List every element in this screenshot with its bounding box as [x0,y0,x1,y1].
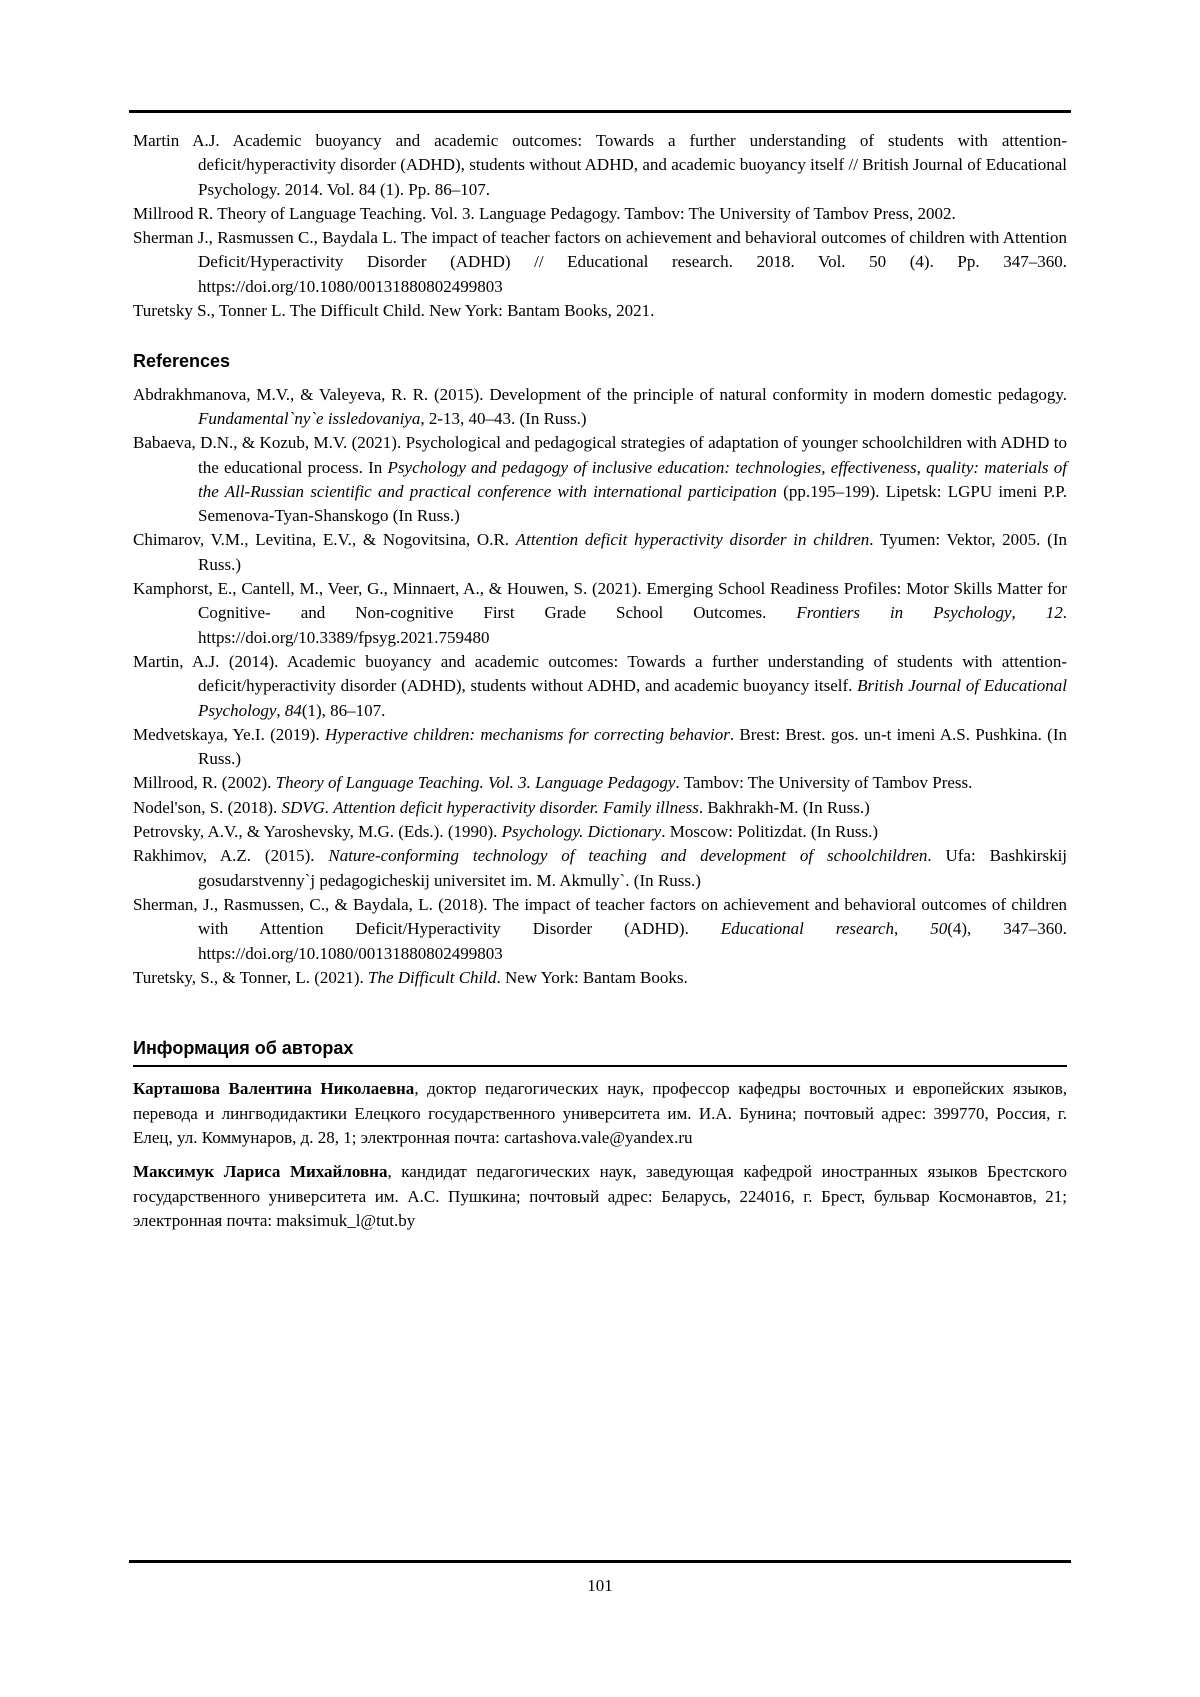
reference-item: Millrood, R. (2002). Theory of Language Teaching. Vol. 3. Language Pedagogy. Tambov: The University of Tambov Press. [133,773,973,793]
author-paragraph: Карташова Валентина Николаевна, доктор педагогических наук, профессор кафедры восточных и европейских языков, перевода и лингводидактики Елецкого государственного университета им. И.А. Бунина; почтовый адрес: 399770, Россия, г. Елец, ул. Коммунаров, д. 28, 1; электронная почта: cartashova.vale@yandex.ru [133,1079,1067,1147]
header-rule [129,110,1071,113]
reference-item: Rakhimov, A.Z. (2015). Nature-conforming technology of teaching and development of schoolchildren. Ufa: Bashkirskij gosudarstvenny`j pedagogicheskij universitet im. M. Akmully`. (In Russ.) [133,846,1068,890]
reference-item: Turetsky, S., & Tonner, L. (2021). The Difficult Child. New York: Bantam Books. [133,967,688,987]
page-number: 101 [587,1576,613,1595]
bibliography-item: Turetsky S., Tonner L. The Difficult Child. New York: Bantam Books, 2021. [133,301,655,321]
bibliography-list [133,129,1067,323]
reference-item: Kamphorst, E., Cantell, M., Veer, G., Minnaert, A., & Houwen, S. (2021). Emerging School Readiness Profiles: Motor Skills Matter for Cognitive- and Non-cognitive First Grade School Outcomes. Frontiers in Psychology, 12. https://doi.org/10.3389/fpsyg.2021.759480 [133,579,1067,647]
authors-info-section [133,1077,1067,1233]
reference-item: Medvetskaya, Ye.I. (2019). Hyperactive children: mechanisms for correcting behavior. Brest: Brest. gos. un-t imeni A.S. Pushkina. (In Russ.) [133,724,1067,769]
reference-item: Sherman, J., Rasmussen, C., & Baydala, L. (2018). The impact of teacher factors on achievement and behavioral outcomes of children with Attention Deficit/Hyperactivity Disorder (ADHD). Educational research, 50(4), 347–360. https://doi.org/10.1080/00131880802499803 [133,894,1067,963]
authors-info-heading: Информация об авторах [133,1038,354,1059]
bibliography-item: Martin A.J. Academic buoyancy and academic outcomes: Towards a further understanding of students with attention- deficit/hyperactivity disorder (ADHD), students without ADHD, and academic buoyancy itself // British Journal of Educational Psychology. 2014. Vol. 84 (1). Pp. 86–107. [133,131,1067,199]
author-paragraph: Максимук Лариса Михайловна, кандидат педагогических наук, заведующая кафедрой иностранных языков Брестского государственного университета им. А.С. Пушкина; почтовый адрес: Беларусь, 224016, г. Брест, бульвар Космонавтов, 21; электронная почта: maksimuk_l@tut.by [133,1162,1067,1230]
reference-item: Nodel'son, S. (2018). SDVG. Attention deficit hyperactivity disorder. Family illness. Bakhrakh-M. (In Russ.) [133,797,870,817]
references-list [133,383,1067,990]
reference-item: Chimarov, V.M., Levitina, E.V., & Nogovitsina, O.R. Attention deficit hyperactivity disorder in children. Tyumen: Vektor, 2005. (In Russ.) [133,530,1067,574]
authors-heading-rule [133,1036,1067,1067]
bibliography-item: Millrood R. Theory of Language Teaching. Vol. 3. Language Pedagogy. Tambov: The University of Tambov Press, 2002. [133,203,956,223]
reference-item: Petrovsky, A.V., & Yaroshevsky, M.G. (Eds.). (1990). Psychology. Dictionary. Moscow: Politizdat. (In Russ.) [133,822,878,842]
reference-item: Abdrakhmanova, M.V., & Valeyeva, R. R. (2015). Development of the principle of natural conformity in modern domestic pedagogy. Fundamental`ny`e issledovaniya, 2-13, 40–43. (In Russ.) [133,384,1067,428]
bibliography-item: Sherman J., Rasmussen C., Baydala L. The impact of teacher factors on achievement and behavioral outcomes of children with Attention Deficit/Hyperactivity Disorder (ADHD) // Educational research. 2018. Vol. 50 (4). Pp. 347–360. https://doi.org/10.1080/00131880802499803 [133,228,1067,296]
text-column [133,110,1067,1243]
footer-rule [129,1560,1071,1563]
reference-item: Babaeva, D.N., & Kozub, M.V. (2021). Psychological and pedagogical strategies of adaptation of younger schoolchildren with ADHD to the educational process. In Psychology and pedagogy of inclusive education: technologies, effectiveness, quality: materials of the All-Russian scientific and practical conference with international participation (pp.195–199). Lipetsk: LGPU imeni P.P. Semenova-Tyan-Shanskogo (In Russ.) [133,433,1067,526]
references-heading: References [133,351,231,372]
reference-item: Martin, A.J. (2014). Academic buoyancy and academic outcomes: Towards a further understanding of students with attention- deficit/hyperactivity disorder (ADHD), students without ADHD, and academic buoyancy itself. British Journal of Educational Psychology, 84(1), 86–107. [133,651,1067,720]
